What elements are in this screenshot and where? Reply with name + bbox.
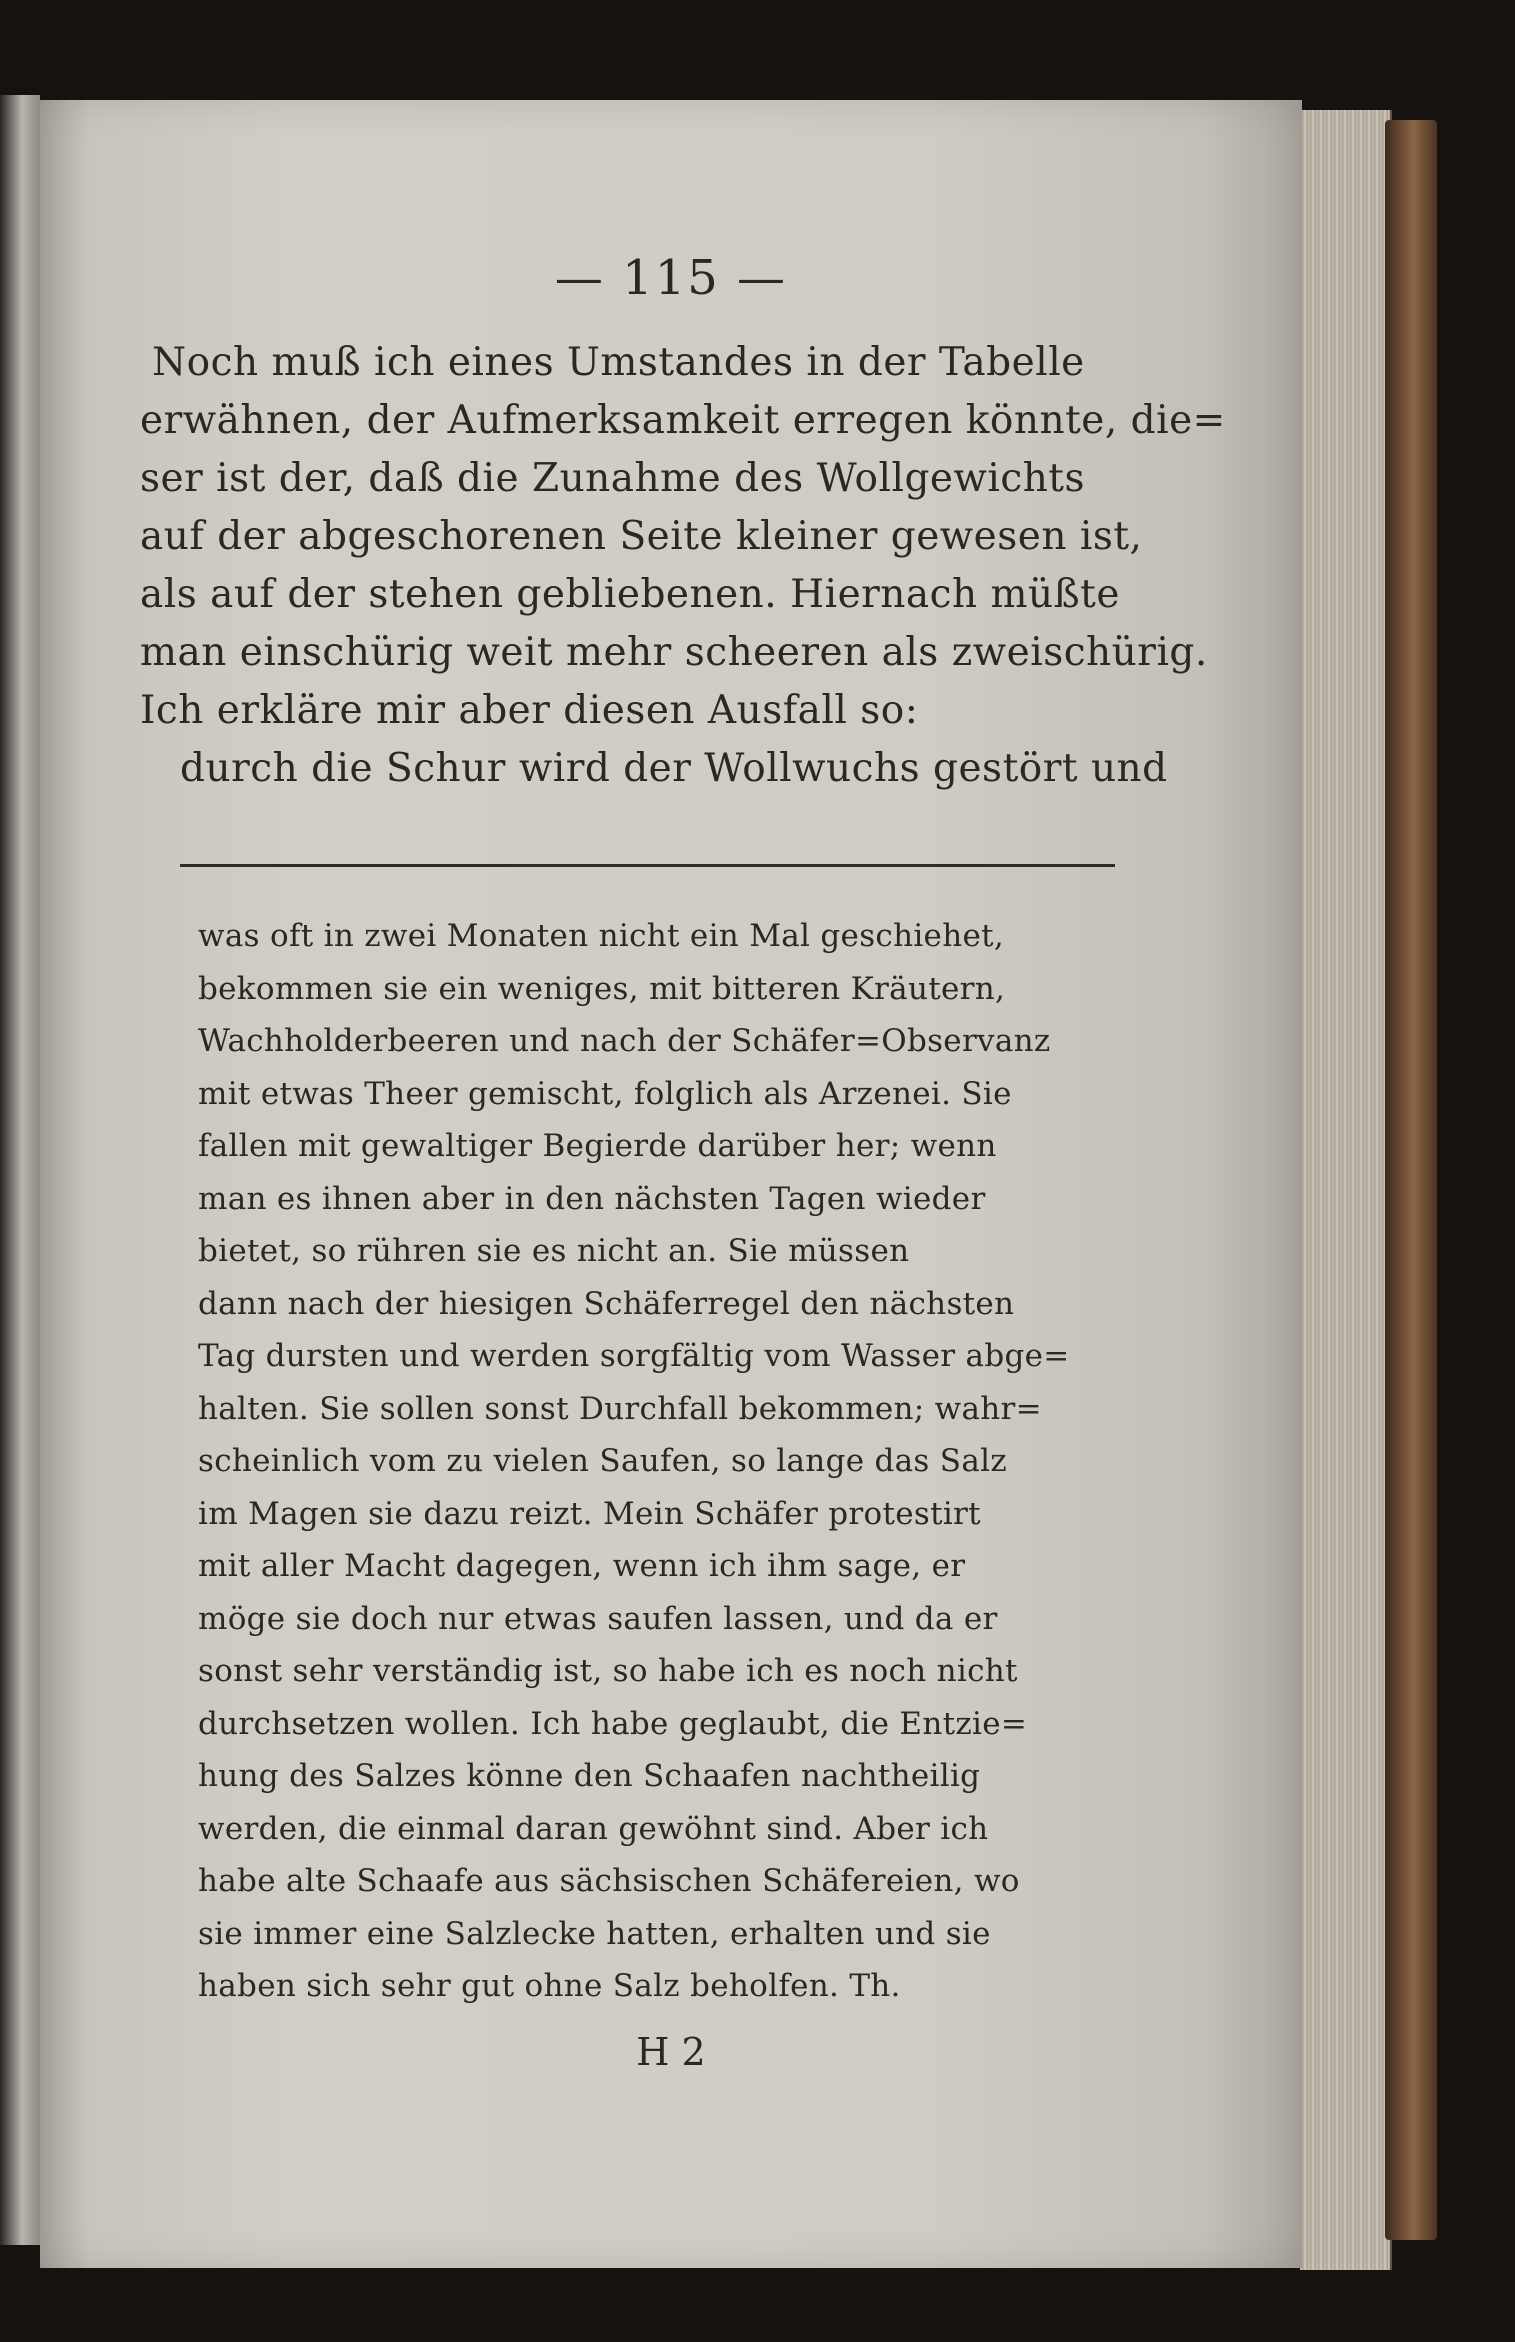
footnote-text-line: Wachholderbeeren und nach der Schäfer=Observanz <box>198 1023 1051 1059</box>
signature-mark: H 2 <box>636 2030 706 2074</box>
main-text-line: erwähnen, der Aufmerksamkeit erregen könnte, die= <box>140 398 1226 443</box>
main-text-line: Noch muß ich eines Umstandes in der Tabelle <box>152 340 1085 385</box>
footnote-text-line: was oft in zwei Monaten nicht ein Mal geschiehet, <box>198 918 1005 954</box>
footnote-rule <box>180 864 1115 867</box>
footnote-text-line: Tag dursten und werden sorgfältig vom Wasser abge= <box>198 1338 1070 1374</box>
footnote-text-line: sonst sehr verständig ist, so habe ich es noch nicht <box>198 1653 1018 1689</box>
footnote-text-line: bietet, so rühren sie es nicht an. Sie müssen <box>198 1233 910 1269</box>
footnote-text-line: hung des Salzes könne den Schaafen nachtheilig <box>198 1758 981 1794</box>
main-text-line: auf der abgeschorenen Seite kleiner gewesen ist, <box>140 514 1143 559</box>
book-cover-edge <box>1385 120 1437 2240</box>
footnote-text-line: mit etwas Theer gemischt, folglich als Arzenei. Sie <box>198 1075 1012 1112</box>
footnote-text-line: fallen mit gewaltiger Begierde darüber her; wenn <box>198 1128 997 1164</box>
footnote-text-line: durchsetzen wollen. Ich habe geglaubt, die Entzie= <box>198 1705 1028 1742</box>
footnote-text-line: mit aller Macht dagegen, wenn ich ihm sage, er <box>198 1548 966 1584</box>
book-page-edges <box>1300 110 1392 2270</box>
footnote-text-line: werden, die einmal daran gewöhnt sind. Aber ich <box>198 1810 989 1847</box>
main-text-line: als auf der stehen gebliebenen. Hiernach müßte <box>140 572 1120 617</box>
footnote-text-line: sie immer eine Salzlecke hatten, erhalten und sie <box>198 1915 991 1952</box>
main-text-line: man einschürig weit mehr scheeren als zweischürig. <box>140 630 1208 675</box>
main-text-line: durch die Schur wird der Wollwuchs gestört und <box>180 746 1168 791</box>
footnote-text-line: möge sie doch nur etwas saufen lassen, und da er <box>198 1600 998 1637</box>
main-text-line: Ich erkläre mir aber diesen Ausfall so: <box>140 688 919 733</box>
footnote-text-line: habe alte Schaafe aus sächsischen Schäfereien, wo <box>198 1863 1020 1899</box>
footnote-text-line: bekommen sie ein weniges, mit bitteren Kräutern, <box>198 970 1006 1007</box>
page-number: — 115 — <box>554 250 788 306</box>
footnote-text-line: scheinlich vom zu vielen Saufen, so lange das Salz <box>198 1443 1007 1479</box>
facing-page-edge <box>0 95 40 2245</box>
book-page <box>40 100 1302 2268</box>
footnote-text-line: halten. Sie sollen sonst Durchfall bekommen; wahr= <box>198 1390 1042 1427</box>
main-text-line: ser ist der, daß die Zunahme des Wollgewichts <box>140 456 1085 501</box>
footnote-text-line: man es ihnen aber in den nächsten Tagen wieder <box>198 1180 986 1217</box>
footnote-text-line: haben sich sehr gut ohne Salz beholfen. Th. <box>198 1968 901 2004</box>
footnote-text-line: im Magen sie dazu reizt. Mein Schäfer protestirt <box>198 1495 981 1532</box>
footnote-text-line: dann nach der hiesigen Schäferregel den nächsten <box>198 1285 1015 1322</box>
